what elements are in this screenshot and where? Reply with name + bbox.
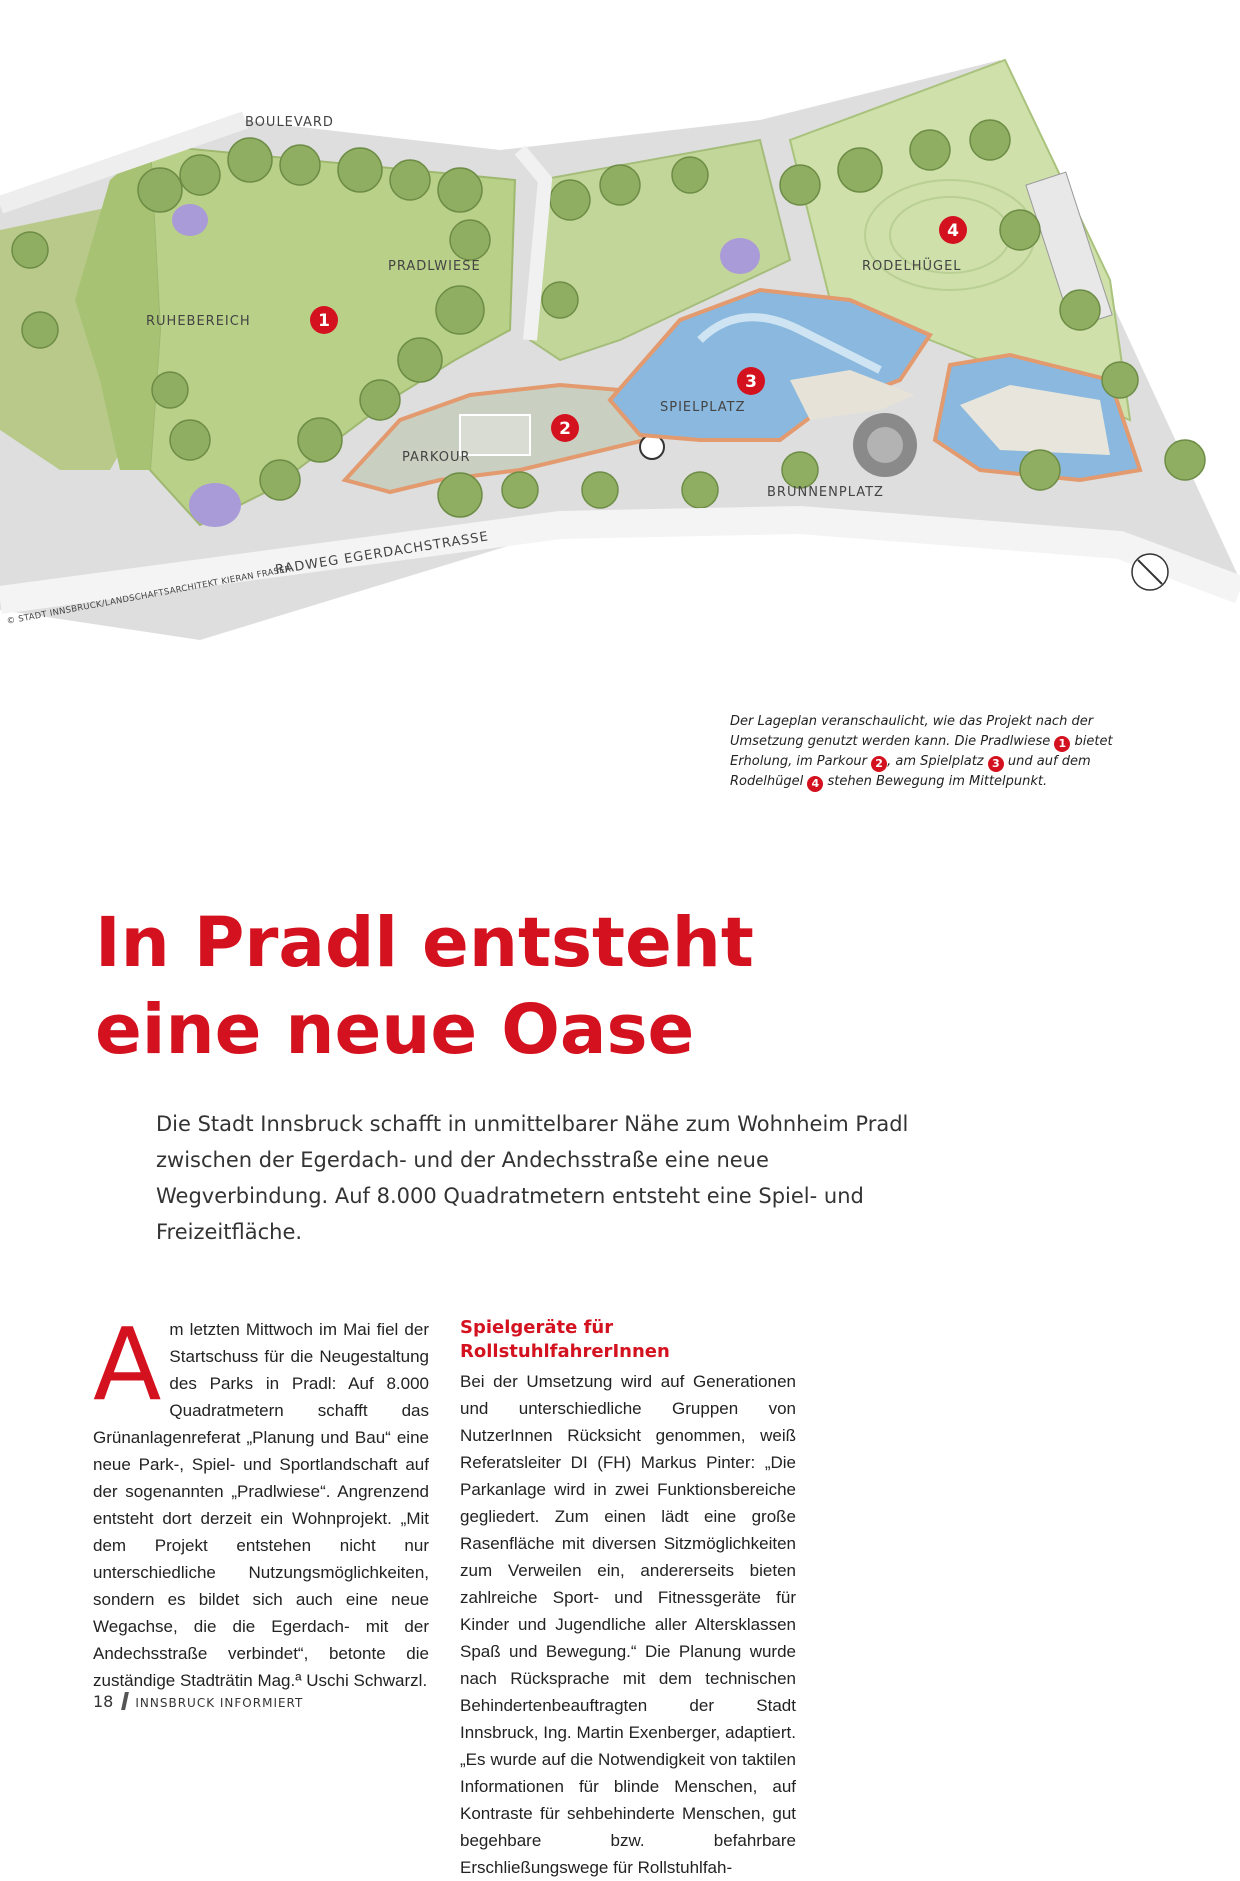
page-number: 18	[93, 1692, 114, 1711]
svg-text:4: 4	[947, 221, 959, 241]
label-boulevard: BOULEVARD	[245, 115, 334, 130]
label-brunnenplatz: BRUNNENPLATZ	[767, 485, 884, 500]
footer-divider	[121, 1692, 129, 1710]
site-plan	[0, 0, 1240, 690]
label-radweg: RADWEG EGERDACHSTRASSE	[274, 529, 490, 578]
caption-marker-3: 3	[988, 756, 1004, 772]
label-parkour: PARKOUR	[402, 450, 471, 465]
svg-text:2: 2	[559, 419, 571, 439]
caption-marker-2: 2	[871, 756, 887, 772]
caption-marker-1: 1	[1054, 736, 1070, 752]
svg-text:3: 3	[745, 372, 757, 392]
map-marker-2	[551, 414, 579, 442]
body-paragraph-1: m letzten Mittwoch im Mai fiel der Startschuss für die Neugestaltung des Parks in Pradl: Auf 8.000 Quadratmetern schafft das Grünanlagenreferat „Planung und Bau“ eine neue Park-, Spiel- und Sportlandschaft auf der sogenannten „Pradlwiese“. Angrenzend entsteht dort derzeit ein Wohnprojekt. „Mit dem Projekt entstehen nicht nur unterschiedliche Nutzungsmöglichkeiten, sondern es bildet sich auch eine neue Wegachse, die die Egerdach- mit der Andechsstraße verbindet“, betonte die zuständige Stadträtin Mag.ª Uschi Schwarzl.	[93, 1320, 429, 1690]
article-subhead: Spielgeräte für RollstuhlfahrerInnen	[460, 1317, 670, 1362]
map-caption: Der Lageplan veranschaulicht, wie das Projekt nach der Umsetzung genutzt werden kann. Die Pradlwiese 1 bietet Erholung, im Parkour 2 , am Spielplatz 3 und auf dem Rodelhügel 4 stehen Bewegung im Mittelpunkt.	[730, 714, 1113, 790]
svg-text:1: 1	[318, 311, 330, 331]
publication-name: INNSBRUCK INFORMIERT	[135, 1696, 304, 1710]
article-lead: Die Stadt Innsbruck schafft in unmittelbarer Nähe zum Wohnheim Pradl zwischen der Egerdach- und der Andechsstraße eine neue Wegverbindung. Auf 8.000 Quadratmetern entsteht eine Spiel- und Freizeitfläche.	[156, 1112, 909, 1244]
label-pradlwiese: PRADLWIESE	[388, 259, 481, 274]
article-column-1	[93, 1306, 429, 1694]
map-marker-1	[310, 306, 338, 334]
map-marker-4	[939, 216, 967, 244]
drop-cap: A	[93, 1306, 162, 1423]
image-credit: © STADT INNSBRUCK/LANDSCHAFTSARCHITEKT KIERAN FRASER	[6, 564, 292, 627]
map-marker-3	[737, 367, 765, 395]
article-headline: In Pradl entsteht eine neue Oase	[95, 903, 754, 1070]
page-footer	[93, 1692, 303, 1711]
body-paragraph-2: Bei der Umsetzung wird auf Generationen und unterschiedliche Gruppen von NutzerInnen Rücksicht genommen, weiß Referatsleiter DI (FH) Markus Pinter: „Die Parkanlage wird in zwei Funktionsbereiche gegliedert. Zum einen lädt eine große Rasenfläche mit diversen Sitzmöglichkeiten zum Verweilen ein, andererseits bieten zahlreiche Sport- und Fitnessgeräte für Kinder und Jugendliche aller Altersklassen Spaß und Bewegung.“ Die Planung wurde nach Rücksprache mit dem technischen Behindertenbeauftragten der Stadt Innsbruck, Ing. Martin Exenberger, adaptiert. „Es wurde auf die Notwendigkeit von taktilen Informationen für blinde Menschen, auf Kontraste für sehbehinderte Menschen, gut begehbare bzw. befahrbare Erschließungswege für Rollstuhlfah-	[460, 1372, 796, 1877]
label-spielplatz: SPIELPLATZ	[660, 400, 746, 415]
label-ruhebereich: RUHEBEREICH	[146, 314, 251, 329]
article-column-2	[460, 1316, 796, 1881]
caption-marker-4: 4	[807, 776, 823, 792]
label-rodelhuegel: RODELHÜGEL	[862, 259, 962, 274]
